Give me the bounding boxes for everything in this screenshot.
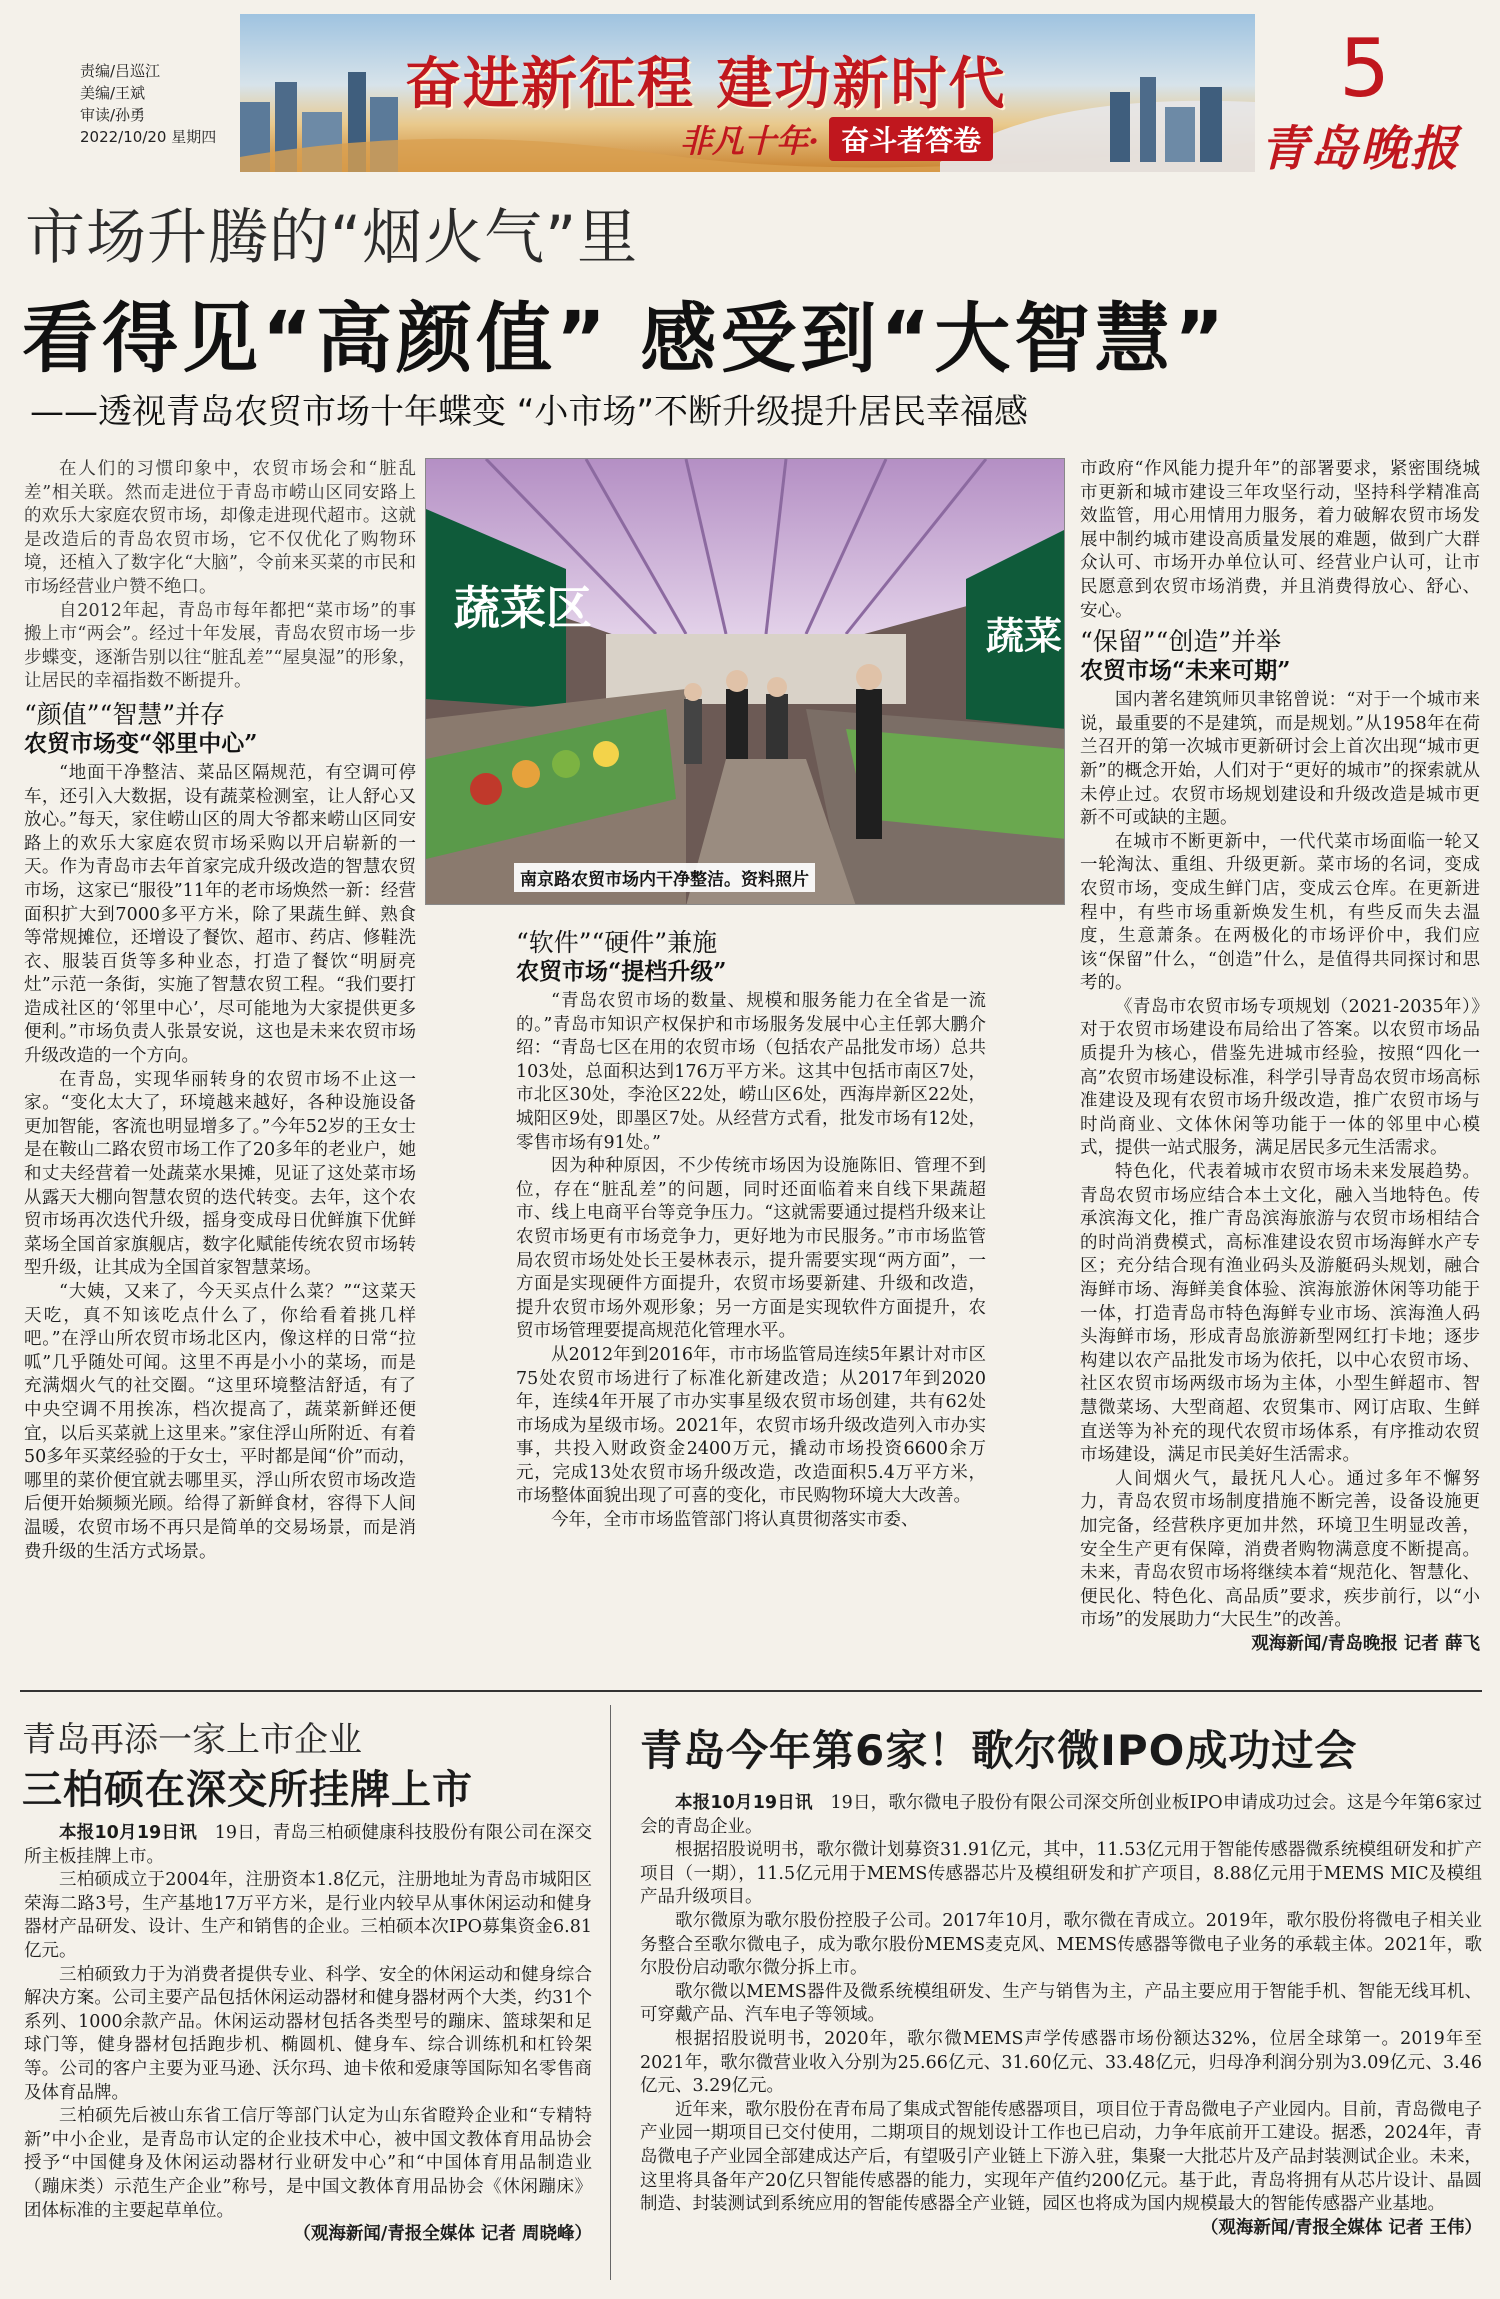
banner-slogan: 奋进新征程 建功新时代 (405, 51, 1007, 117)
body-paragraph: 三柏硕先后被山东省工信厅等部门认定为山东省瞪羚企业和“专精特新”中小企业，是青岛市认定的企业技术中心，被中国文教体育用品协会授予“中国健身及休闲运动器材行业研发中心”和“中国体育用品制造业（蹦床类）示范生产企业”称号，是中国文教体育用品协会《休闲蹦床》团体标准的主要起草单位。 (24, 2106, 592, 2221)
body-paragraph: 19日，歌尔微电子股份有限公司深交所创业板IPO申请成功过会。这是今年第6家过会的青岛企业。 (640, 1793, 1482, 1837)
section-2-title: “软件”“硬件”兼施 (516, 928, 718, 957)
section-3-title: “保留”“创造”并举 (1080, 627, 1282, 657)
article-byline: 观海新闻/青岛晚报 记者 薛飞 (1251, 1633, 1480, 1654)
body-paragraph: 在城市不断更新中，一代代菜市场面临一轮又一轮淘汰、重组、升级更新。菜市场的名词，变成农贸市场，变成生鲜门店，变成云仓库。在更新进程中，有些市场重新焕发生机，有些反而失去温度，生意萧条。在两极化的市场评价中，我们应该“保留”什么，“创造”什么，是值得共同探讨和思考的。 (1080, 831, 1480, 994)
section-1-subtitle: 农贸市场变“邻里中心” (24, 729, 258, 757)
credit-designer: 美编/王斌 (80, 84, 146, 102)
article-headline: 看得见“高颜值” 感受到“大智慧” (22, 294, 1229, 383)
article-lead (24, 458, 416, 694)
article-column-3 (1080, 458, 1480, 1670)
article-b-headline: 三柏硕在深交所挂牌上市 (22, 1767, 473, 1813)
photo-sign-right: 蔬菜 (986, 614, 1063, 658)
section-2-subtitle: 农贸市场“提档升级” (516, 958, 727, 985)
body-paragraph: 国内著名建筑师贝聿铭曾说：“对于一个城市来说，最重要的不是建筑，而是规划。”从1958年在荷兰召开的第一次城市更新研讨会上首次出现“城市更新”的概念开始，人们对于“更好的城市”的探索就从未停止过。农贸市场规划建设和升级改造是城市更新不可或缺的主题。 (1080, 690, 1480, 829)
article-b-dateline: 本报10月19日讯 (59, 1823, 197, 1843)
market-interior-image (426, 459, 1065, 905)
article-column-1 (24, 458, 416, 1670)
photo-caption: 南京路农贸市场内干净整洁。资料照片 (514, 863, 815, 892)
body-paragraph: “青岛农贸市场的数量、规模和服务能力在全省是一流的。”青岛市知识产权保护和市场服务发展中心主任郭大鹏介绍：“青岛七区在用的农贸市场（包括农产品批发市场）总共103处，总面积达到176万平方米。这其中包括市南区7处，市北区30处，李沧区22处，崂山区6处，西海岸新区22处，城阳区9处，即墨区7处。从经营方式看，批发市场有12处，零售市场有91处。” (516, 991, 986, 1153)
lead-paragraph: 在人们的习惯印象中，农贸市场会和“脏乱差”相关联。然而走进位于青岛市崂山区同安路上的欢乐大家庭农贸市场，却像走进现代超市。这就是改造后的青岛农贸市场，它不仅优化了购物环境，还植入了数字化“大脑”，令前来买菜的市民和市场经营业户赞不绝口。 (24, 459, 416, 597)
banner-subline (680, 116, 993, 162)
body-paragraph: 从2012年到2016年，市市场监管局连续5年累计对市区75处农贸市场进行了标准化新建改造；从2017年到2020年，连续4年开展了市办实事星级农贸市场创建，共有62处市场成为星级市场。2021年，农贸市场升级改造列入市办实事，共投入财政资金2400万元，撬动市场投资6600余万元，完成13处农贸市场升级改造，改造面积5.4万平方米，市场整体面貌出现了可喜的变化，市民购物环境大大改善。 (516, 1344, 986, 1507)
credit-reviewer: 审读/孙勇 (80, 106, 146, 124)
article-column-2 (516, 928, 986, 1670)
newspaper-masthead: 青岛晚报 (1259, 121, 1460, 177)
theme-banner (240, 14, 1255, 172)
body-paragraph: “地面干净整洁、菜品区隔规范，有空调可停车，还引入大数据，设有蔬菜检测室，让人舒心又放心。”每天，家住崂山区的周大爷都来崂山区同安路上的欢乐大家庭农贸市场采购以开启崭新的一天。作为青岛市去年首家完成升级改造的智慧农贸市场，这家已“服役”11年的老市场焕然一新：经营面积扩大到7000多平方米，除了果蔬生鲜、熟食等常规摊位，还增设了餐饮、超市、药店、修鞋洗衣、服装百货等多种业态，打造了餐饮“明厨亮灶”示范一条街，实施了智慧农贸工程。“我们要打造成社区的‘邻里中心’，尽可能地为大家提供更多便利。”市场负责人张景安说，这也是未来农贸市场升级改造的一个方向。 (24, 762, 416, 1067)
body-paragraph: “大姨，又来了，今天买点什么菜？”“这菜天天吃，真不知该吃点什么了，你给看着挑几样吧。”在浮山所农贸市场北区内，像这样的日常“拉呱”几乎随处可闻。这里不再是小小的菜场，而是充满烟火气的社交圈。“这里环境整洁舒适，有了中央空调不用挨冻，档次提高了，蔬菜新鲜还便宜，以后买菜就上这里来。”家住浮山所附近、有着50多年买菜经验的于女士，平时都是闻“价”而动，哪里的菜价便宜就去哪里买，浮山所农贸市场改造后便开始频频光顾。给得了新鲜食材，容得下人间温暖，农贸市场不再只是简单的交易场景，而是消费升级的生活方式场景。 (24, 1282, 416, 1562)
photo-sign-left: 蔬菜区 (454, 581, 592, 635)
article-c-byline: （观海新闻/青报全媒体 记者 王伟） (1200, 2217, 1482, 2238)
body-paragraph: 歌尔微以MEMS器件及微系统模组研发、生产与销售为主，产品主要应用于智能手机、智能无线耳机、可穿戴产品、汽车电子等领域。 (640, 1981, 1482, 2026)
credit-editor: 责编/吕巡江 (80, 62, 161, 80)
banner-subtitle: 非凡十年· (680, 122, 820, 160)
article-b-byline: （观海新闻/青报全媒体 记者 周晓峰） (293, 2224, 592, 2245)
article-kicker: 市场升腾的“烟火气”里 (25, 203, 639, 273)
body-paragraph: 特色化，代表着城市农贸市场未来发展趋势。青岛农贸市场应结合本土文化，融入当地特色。传承滨海文化，推广青岛滨海旅游与农贸市场相结合的时尚消费模式，高标准建设农贸市场海鲜水产专区；充分结合现有渔业码头及游艇码头规划，融合海鲜市场、海鲜美食体验、滨海旅游休闲等功能于一体，打造青岛市特色海鲜专业市场、滨海渔人码头海鲜市场，形成青岛旅游新型网红打卡地；逐步构建以农产品批发市场为依托，以中心农贸市场、社区农贸市场两级市场为主体，小型生鲜超市、智慧微菜场、大型商超、农贸集市、网订店取、生鲜直送等为补充的现代农贸市场体系，有序推动农贸市场建设，满足市民美好生活需求。 (1080, 1162, 1480, 1466)
body-paragraph: 19日，青岛三柏硕健康科技股份有限公司在深交所主板挂牌上市。 (24, 1823, 592, 1867)
body-paragraph: 歌尔微原为歌尔股份控股子公司。2017年10月，歌尔微在青成立。2019年，歌尔股份将微电子相关业务整合至歌尔微电子，成为歌尔股份MEMS麦克风、MEMS传感器等微电子业务的承载主体。2021年，歌尔股份启动歌尔微分拆上市。 (640, 1910, 1482, 1979)
body-paragraph: 今年，全市市场监管部门将认真贯彻落实市委、 (551, 1510, 919, 1531)
column-divider (610, 1705, 611, 2280)
market-photo (425, 458, 1065, 905)
article-c-dateline: 本报10月19日讯 (675, 1793, 813, 1813)
body-paragraph: 《青岛市农贸市场专项规划（2021-2035年）》对于农贸市场建设布局给出了答案。以农贸市场品质提升为核心，借鉴先进城市经验，按照“四化一高”农贸市场建设标准，科学引导青岛农贸市场高标准建设及现有农贸市场升级改造，推广农贸市场与时尚商业、文体休闲等功能于一体的邻里中心模式，提供一站式服务，满足居民多元生活需求。 (1080, 996, 1480, 1159)
body-paragraph: 人间烟火气，最抚凡人心。通过多年不懈努力，青岛农贸市场制度措施不断完善，设备设施更加完备，经营秩序更加井然，环境卫生明显改善，安全生产更有保障，消费者购物满意度不断提高。未来，青岛农贸市场将继续本着“规范化、智慧化、便民化、特色化、高品质”要求，疾步前行，以“小市场”的发展助力“大民生”的改善。 (1080, 1468, 1480, 1631)
body-paragraph: 在青岛，实现华丽转身的农贸市场不止这一家。“变化太大了，环境越来越好，各种设施设备更加智能，客流也明显增多了。”今年52岁的王女士是在鞍山二路农贸市场工作了20多年的老业户，她和丈夫经营着一处蔬菜水果摊，见证了这处菜市场从露天大棚向智慧农贸的迭代转变。去年，这个农贸市场再次迭代升级，摇身变成母日优鲜旗下优鲜菜场全国首家旗舰店，数字化赋能传统农贸市场转型升级，让其成为全国首家智慧菜场。 (24, 1069, 416, 1279)
article-c-headline: 青岛今年第6家！歌尔微IPO成功过会 (640, 1726, 1358, 1775)
body-paragraph: 根据招股说明书，歌尔微计划募资31.91亿元，其中，11.53亿元用于智能传感器微系统模组研发和扩产项目（一期），11.5亿元用于MEMS传感器芯片及模组研发和扩产项目，8.88亿元用于MEMS MIC及模组产品升级项目。 (640, 1840, 1482, 1908)
body-paragraph: 三柏硕成立于2004年，注册资本1.8亿元，注册地址为青岛市城阳区荣海二路3号，生产基地17万平方米，是行业内较早从事休闲运动和健身器材产品研发、设计、生产和销售的企业。三柏硕本次IPO募集资金6.81亿元。 (24, 1870, 592, 1961)
section-divider (20, 1690, 1482, 1692)
section-3-subtitle: 农贸市场“未来可期” (1080, 657, 1291, 685)
article-subheadline: ——透视青岛农贸市场十年蝶变 “小市场”不断升级提升居民幸福感 (30, 392, 1029, 432)
body-paragraph: 近年来，歌尔股份在青布局了集成式智能传感器项目，项目位于青岛微电子产业园内。目前，青岛微电子产业园一期项目已交付使用，二期项目的规划设计工作也已启动，力争年底前开工建设。据悉，2024年，青岛微电子产业园全部建成达产后，有望吸引产业链上下游入驻，集聚一大批芯片及产品封装测试企业。未来，这里将具备年产20亿只智能传感器的能力，实现年产值约200亿元。基于此，青岛将拥有从芯片设计、晶圆制造、封装测试到系统应用的智能传感器全产业链，园区也将成为国内规模最大的智能传感器产业基地。 (640, 2099, 1482, 2215)
body-paragraph: 三柏硕致力于为消费者提供专业、科学、安全的休闲运动和健身综合解决方案。公司主要产品包括休闲运动器材和健身器材两个大类，约31个系列、1000余款产品。休闲运动器材包括各类型号的蹦床、篮球架和足球门等，健身器材包括跑步机、椭圆机、健身车、综合训练机和杠铃架等。公司的客户主要为亚马逊、沃尔玛、迪卡侬和爱康等国际知名零售商及体育品牌。 (24, 1964, 592, 2103)
page-number: 5 (1339, 22, 1390, 115)
lead-paragraph: 自2012年起，青岛市每年都把“菜市场”的事搬上市“两会”。经过十年发展，青岛农贸市场一步步蝶变，逐渐告别以往“脏乱差”“屋臭湿”的形象，让居民的幸福指数不断提升。 (24, 600, 416, 692)
article-b-body (24, 1822, 592, 2292)
issue-date: 2022/10/20 星期四 (80, 128, 217, 146)
body-paragraph: 根据招股说明书，2020年，歌尔微MEMS声学传感器市场份额达32%，位居全球第一。2019年至2021年，歌尔微营业收入分别为25.66亿元、31.60亿元、33.48亿元，归母净利润分别为3.09亿元、3.46亿元、3.29亿元。 (640, 2028, 1482, 2097)
banner-subtitle-tag: 奋斗者答卷 (829, 117, 993, 161)
body-paragraph: 市政府“作风能力提升年”的部署要求，紧密围绕城市更新和城市建设三年攻坚行动，坚持科学精准高效监管，用心用情用力服务，着力破解农贸市场发展中制约城市建设高质量发展的难题，做到广大群众认可、市场开办单位认可、经营业户认可，让市民愿意到农贸市场消费，并且消费得放心、舒心、安心。 (1080, 459, 1480, 621)
article-b-kicker: 青岛再添一家上市企业 (22, 1720, 362, 1760)
editor-credits (80, 60, 216, 148)
article-c-body (640, 1792, 1482, 2292)
body-paragraph: 因为种种原因，不少传统市场因为设施陈旧、管理不到位，存在“脏乱差”的问题，同时还面临着来自线下果蔬超市、线上电商平台等竞争压力。“这就需要通过提档升级来让农贸市场更有市场竞争力，更好地为市民服务。”市市场监管局农贸市场处处长王晏林表示，提升需要实现“两方面”，一方面是实现硬件方面提升，农贸市场要新建、升级和改造，提升农贸市场外观形象；另一方面是实现软件方面提升，农贸市场管理要提高规范化管理水平。 (516, 1156, 986, 1342)
section-1-title: “颜值”“智慧”并存 (24, 699, 226, 729)
